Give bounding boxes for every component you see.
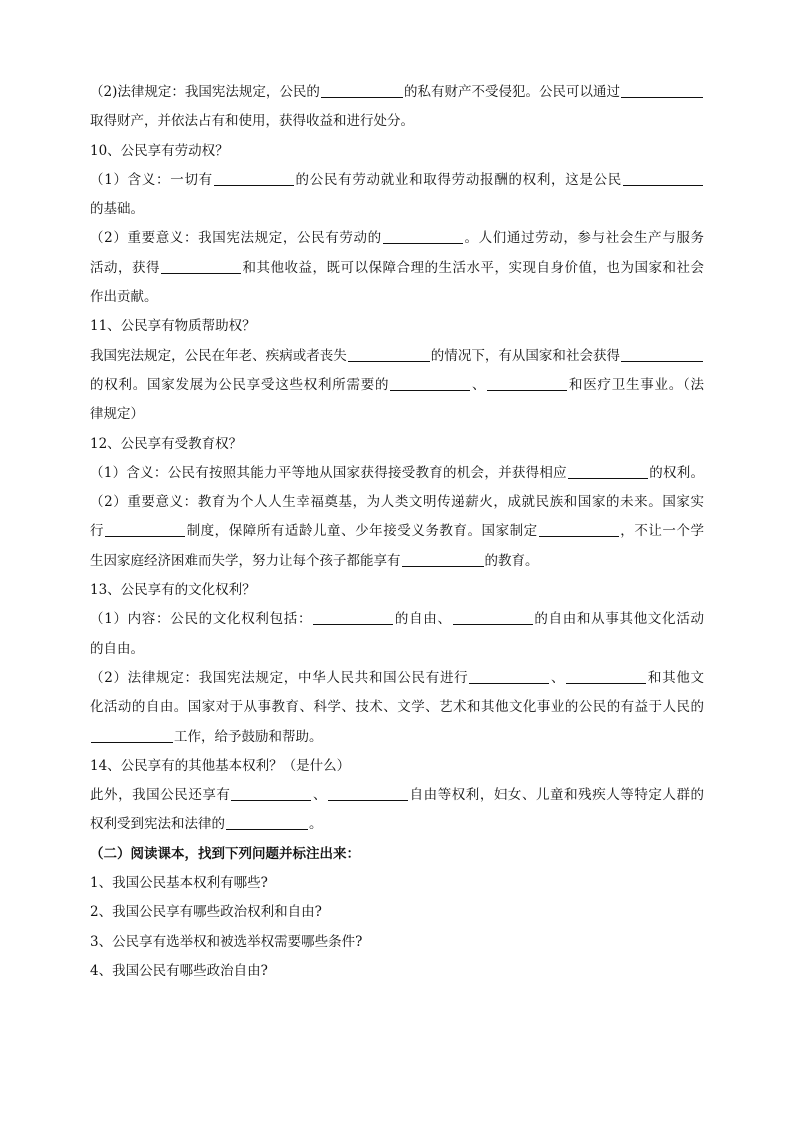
- text-run: 制度，保障所有适龄儿童、少年接受义务教育。国家制定: [186, 523, 538, 540]
- text-run: 律规定）: [90, 406, 144, 423]
- list-item: [90, 957, 704, 986]
- text-line: [90, 810, 704, 839]
- question-heading: [90, 576, 704, 605]
- fill-in-blank[interactable]: [91, 727, 173, 743]
- text-line: [90, 254, 704, 283]
- list-item: [90, 898, 704, 927]
- text-run: （2）重要意义：我国宪法规定，公民有劳动的: [90, 230, 382, 247]
- text-run: 的基础。: [90, 201, 144, 218]
- text-line: [90, 693, 704, 722]
- text-run: 此外，我国公民还享有: [90, 787, 231, 804]
- fill-in-blank[interactable]: [348, 346, 430, 362]
- fill-in-blank[interactable]: [214, 170, 294, 186]
- fill-in-blank[interactable]: [321, 82, 403, 98]
- text-line: [90, 781, 704, 810]
- worksheet-body: [90, 78, 704, 986]
- text-run: 我国宪法规定，公民在年老、疾病或者丧失: [90, 347, 347, 364]
- fill-in-blank[interactable]: [226, 814, 308, 830]
- text-run: 、: [550, 669, 566, 686]
- text-run: 的自由和从事其他文化活动: [533, 611, 705, 628]
- text-run: 取得财产，并依法占有和使用，获得收益和进行处分。: [90, 113, 414, 130]
- text-line: [90, 283, 704, 312]
- fill-in-blank[interactable]: [623, 170, 703, 186]
- text-run: ，不让一个学: [619, 523, 705, 540]
- question-title: 12、公民享有受教育权？: [90, 435, 243, 452]
- text-run: 和医疗卫生事业。（法: [568, 376, 704, 393]
- text-run: 的教育。: [484, 552, 539, 569]
- question-heading: [90, 137, 704, 166]
- text-run: 权利受到宪法和法律的: [90, 816, 225, 833]
- text-line: [90, 224, 704, 253]
- section-title: （二）阅读课本，找到下列问题并标注出来：: [90, 845, 360, 862]
- text-run: 的公民有劳动就业和取得劳动报酬的权利，这是公民: [294, 171, 623, 188]
- text-run: 作出贡献。: [90, 289, 158, 306]
- question-text: 4、我国公民有哪些政治自由?: [90, 962, 268, 979]
- text-run: 、: [312, 787, 328, 804]
- text-run: （2）法律规定：我国宪法规定，中华人民共和国公民有进行: [90, 669, 469, 686]
- fill-in-blank[interactable]: [390, 375, 470, 391]
- text-run: 、: [471, 376, 487, 393]
- text-run: 工作，给予鼓励和帮助。: [174, 728, 323, 745]
- question-text: 1、我国公民基本权利有哪些?: [90, 875, 268, 892]
- text-line: [90, 371, 704, 400]
- text-run: 的自由。: [90, 640, 144, 657]
- text-line: [90, 605, 704, 634]
- text-line: [90, 723, 704, 752]
- fill-in-blank[interactable]: [621, 346, 703, 362]
- fill-in-blank[interactable]: [566, 668, 646, 684]
- fill-in-blank[interactable]: [402, 551, 484, 567]
- fill-in-blank[interactable]: [105, 521, 185, 537]
- fill-in-blank[interactable]: [621, 82, 703, 98]
- text-run: 的权利。: [648, 464, 705, 481]
- text-line: [90, 107, 704, 136]
- fill-in-blank[interactable]: [231, 785, 311, 801]
- text-run: 行: [90, 523, 105, 540]
- text-run: 。: [309, 816, 323, 833]
- fill-in-blank[interactable]: [328, 785, 408, 801]
- text-run: 和其他文: [647, 669, 705, 686]
- text-run: 化活动的自由。国家对于从事教育、科学、技术、文学、艺术和其他文化事业的公民的有益于人民的: [90, 699, 704, 716]
- fill-in-blank[interactable]: [568, 463, 648, 479]
- text-line: [90, 195, 704, 224]
- text-run: 的情况下，有从国家和社会获得: [430, 347, 621, 364]
- text-line: [90, 400, 704, 429]
- text-line: [90, 547, 704, 576]
- text-run: （1）含义：公民有按照其能力平等地从国家获得接受教育的机会，并获得相应: [90, 464, 567, 481]
- fill-in-blank[interactable]: [469, 668, 549, 684]
- text-run: 活动，获得: [90, 259, 160, 276]
- text-line: [90, 459, 704, 488]
- fill-in-blank[interactable]: [313, 609, 393, 625]
- text-line: [90, 635, 704, 664]
- text-run: （2)法律规定：我国宪法规定，公民的: [90, 84, 320, 100]
- question-title: 13、公民享有的文化权利？: [90, 582, 256, 599]
- fill-in-blank[interactable]: [453, 609, 533, 625]
- text-line: [90, 78, 704, 107]
- fill-in-blank[interactable]: [539, 521, 619, 537]
- text-run: 和其他收益，既可以保障合理的生活水平，实现自身价值，也为国家和社会: [242, 259, 704, 276]
- section-heading: [90, 840, 704, 869]
- fill-in-blank[interactable]: [383, 228, 463, 244]
- question-heading: [90, 430, 704, 459]
- text-line: [90, 488, 704, 517]
- question-text: 3、公民享有选举权和被选举权需要哪些条件?: [90, 933, 363, 950]
- text-line: [90, 664, 704, 693]
- text-line: [90, 517, 704, 546]
- text-run: 生因家庭经济困难而失学，努力让每个孩子都能享有: [90, 552, 401, 569]
- question-heading: [90, 312, 704, 341]
- text-run: （2）重要意义：教育为个人人生幸福奠基，为人类文明传递薪火，成就民族和国家的未来。国家实: [90, 494, 704, 511]
- question-title: 11、公民享有物质帮助权？: [90, 318, 256, 335]
- question-title: 14、公民享有的其他基本权利？（是什么）: [90, 757, 351, 774]
- text-run: 的私有财产不受侵犯。公民可以通过: [403, 84, 621, 100]
- question-text: 2、我国公民享有哪些政治权利和自由?: [90, 904, 322, 921]
- list-item: [90, 869, 704, 898]
- text-line: [90, 166, 704, 195]
- text-run: 自由等权利，妇女、儿童和残疾人等特定人群的: [409, 787, 705, 804]
- text-run: （1）含义：一切有: [90, 171, 213, 188]
- question-heading: [90, 752, 704, 781]
- fill-in-blank[interactable]: [487, 375, 567, 391]
- fill-in-blank[interactable]: [161, 258, 241, 274]
- text-run: 。人们通过劳动，参与社会生产与服务: [463, 230, 705, 247]
- text-line: [90, 342, 704, 371]
- text-run: 的权利。国家发展为公民享受这些权利所需要的: [90, 376, 390, 393]
- question-title: 10、公民享有劳动权？: [90, 142, 229, 159]
- text-run: 的自由、: [394, 611, 452, 628]
- list-item: [90, 928, 704, 957]
- text-run: （1）内容：公民的文化权利包括：: [90, 611, 313, 628]
